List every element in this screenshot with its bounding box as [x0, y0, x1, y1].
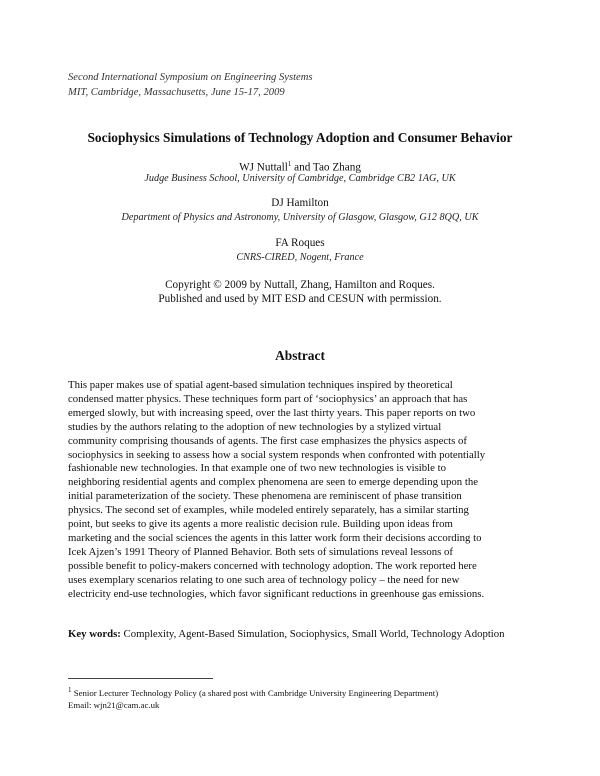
abstract-line: sociophysics in seeking to assess how a social system responds when confronted with potentially [68, 448, 486, 461]
abstract-line: physics. The second set of examples, while modeled entirely separately, has a similar starting [68, 504, 469, 517]
abstract-line: electricity end-use technologies, which favor significant reductions in greenhouse gas emissions. [68, 587, 485, 600]
copyright-line-1: Copyright © 2009 by Nuttall, Zhang, Hamilton and Roques. [165, 279, 435, 291]
abstract-line: emerged slowly, but with increasing speed, over the last thirty years. This paper reports on two [68, 406, 476, 419]
copyright-line-2: Published and used by MIT ESD and CESUN with permission. [158, 293, 442, 305]
abstract-line: possible benefit to policy-makers concerned with technology adoption. The work reported here [68, 559, 477, 572]
abstract-body [68, 379, 536, 602]
abstract-line: uses exemplary scenarios relating to one such area of technology policy – the need for new [68, 573, 460, 586]
footnote-line-1 [68, 684, 538, 699]
abstract-line: studies by the authors relating to the adoption of new technologies by a stylized virtual [68, 420, 442, 433]
abstract-line: fashionable new technologies. In that example one of two new technologies is visible to [68, 462, 446, 475]
conference-header [68, 70, 313, 100]
author-line-2: DJ Hamilton [271, 197, 329, 209]
abstract-line: initial parameterization of the society. These phenomena are reminiscent of phase transition [68, 490, 462, 503]
paper-title: Sociophysics Simulations of Technology Adoption and Consumer Behavior [87, 130, 513, 145]
keywords-label: Key words: [68, 628, 121, 640]
author-name-rest: and Tao Zhang [291, 161, 361, 174]
affiliation-1: Judge Business School, University of Cambridge, Cambridge CB2 1AG, UK [144, 173, 456, 184]
footnote-mark: 1 [68, 686, 72, 694]
conference-line-2: MIT, Cambridge, Massachusetts, June 15-17, 2009 [68, 87, 285, 98]
keywords [68, 627, 536, 641]
affiliation-2: Department of Physics and Astronomy, University of Glasgow, Glasgow, G12 8QQ, UK [121, 212, 479, 223]
footnote-ref: 1 [287, 160, 292, 168]
abstract-line: Icek Ajzen’s 1991 Theory of Planned Behavior. Both sets of simulations reveal lessons of [68, 545, 453, 558]
footnote [68, 684, 538, 711]
footnote-divider [68, 678, 213, 679]
keywords-text: Complexity, Agent-Based Simulation, Sociophysics, Small World, Technology Adoption [120, 628, 505, 640]
abstract-line: community comprising thousands of agents. The first case emphasizes the physics aspects of [68, 434, 467, 447]
conference-line-1: Second International Symposium on Engineering Systems [68, 72, 313, 83]
abstract-line: condensed matter physics. These techniques form part of ‘sociophysics’ an approach that has [68, 392, 468, 405]
author-line-3: FA Roques [275, 237, 325, 249]
abstract-heading: Abstract [275, 348, 325, 363]
author-name: WJ Nuttall [239, 161, 288, 174]
abstract-line: point, but seeks to give its agents a more realistic decision rule. Building upon ideas from [68, 518, 453, 531]
footnote-email: Email: wjn21@cam.ac.uk [68, 699, 160, 710]
abstract-line: This paper makes use of spatial agent-based simulation techniques inspired by theoretical [68, 379, 453, 391]
abstract-line: marketing and the social sciences the agents in this latter work form their decisions according to [68, 531, 482, 544]
affiliation-3: CNRS-CIRED, Nogent, France [236, 252, 364, 263]
abstract-line: neighboring residential agents and complex phenomena are seen to emerge depending upon the [68, 476, 478, 489]
footnote-text: Senior Lecturer Technology Policy (a shared post with Cambridge University Engineering Department) [71, 687, 439, 698]
